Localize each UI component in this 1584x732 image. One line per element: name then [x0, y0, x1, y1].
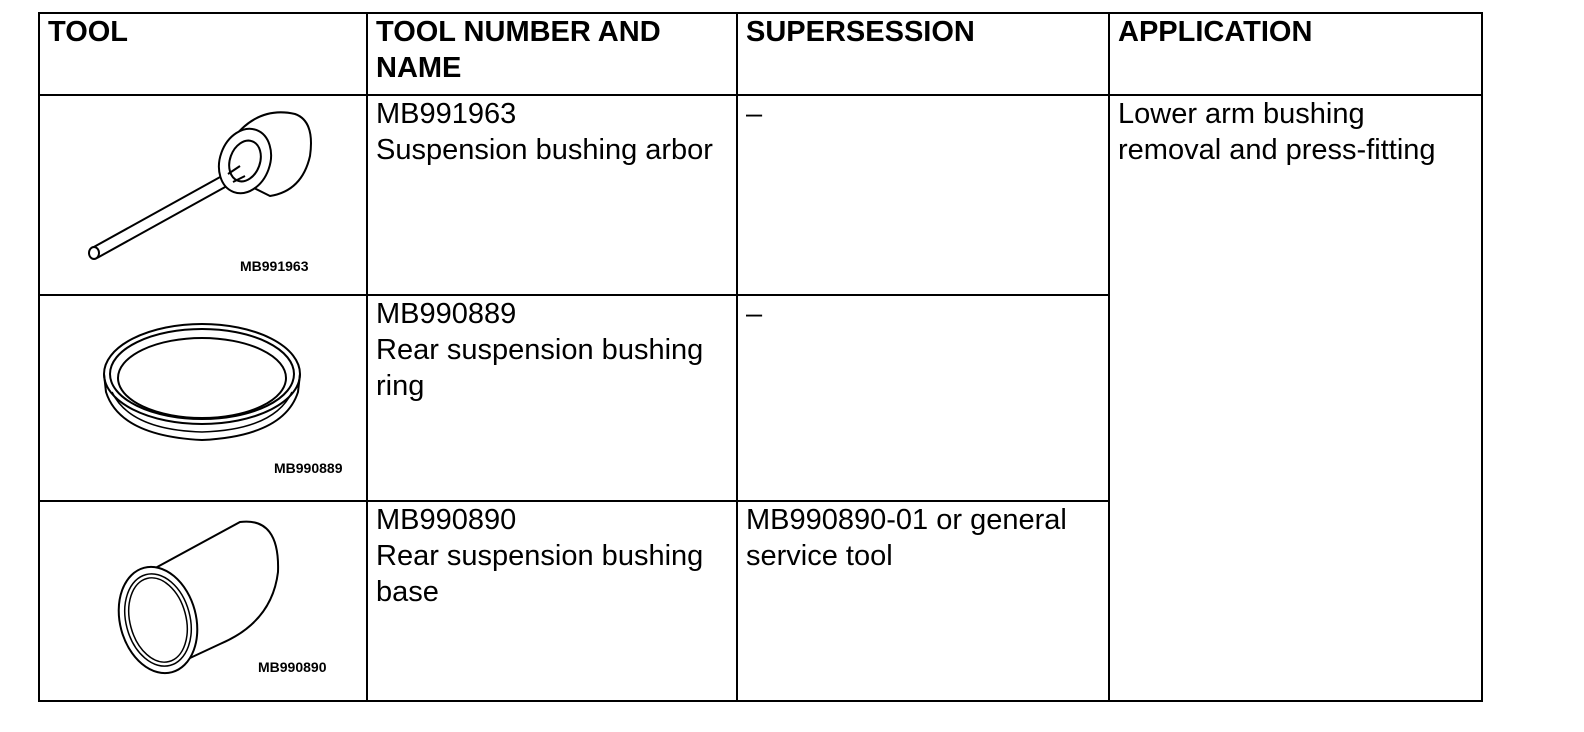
- header-tool-number-and-name: TOOL NUMBER AND NAME: [367, 13, 737, 95]
- application-cell: [1109, 95, 1482, 701]
- suspension-bushing-arbor-illustration: [40, 96, 368, 296]
- supersession-value: –: [746, 298, 763, 330]
- supersession-cell: [737, 295, 1109, 501]
- tool-image-caption: MB991963: [240, 258, 309, 274]
- supersession-value: –: [746, 98, 763, 130]
- tool-image-cell: [39, 501, 367, 701]
- tool-image-caption: MB990889: [274, 460, 343, 476]
- tool-name: Rear suspension bushing: [376, 334, 704, 366]
- tool-name: base: [376, 576, 439, 608]
- tool-number: MB991963: [376, 98, 517, 130]
- tool-name: Rear suspension bushing: [376, 540, 704, 572]
- tool-number-name-cell: [367, 295, 737, 501]
- tool-number: MB990889: [376, 298, 517, 330]
- supersession-value: service tool: [746, 540, 893, 572]
- special-tools-table: [38, 12, 1483, 702]
- tool-number: MB990890: [376, 504, 517, 536]
- header-supersession: SUPERSESSION: [737, 13, 1109, 95]
- table-row: [39, 95, 1482, 295]
- tool-image-cell: [39, 95, 367, 295]
- tool-name: Suspension bushing arbor: [376, 134, 713, 166]
- header-tool: TOOL: [39, 13, 367, 95]
- application-text: removal and press-fitting: [1118, 134, 1436, 166]
- tool-number-name-cell: [367, 501, 737, 701]
- rear-suspension-bushing-base-illustration: [40, 502, 368, 702]
- supersession-cell: [737, 95, 1109, 295]
- tool-number-name-cell: [367, 95, 737, 295]
- supersession-cell: [737, 501, 1109, 701]
- tool-image-caption: MB990890: [258, 659, 327, 675]
- tool-name: ring: [376, 370, 425, 402]
- table-header-row: [39, 13, 1482, 95]
- tool-image-cell: [39, 295, 367, 501]
- rear-suspension-bushing-ring-illustration: [40, 296, 368, 502]
- supersession-value: MB990890-01 or general: [746, 504, 1067, 536]
- header-application: APPLICATION: [1109, 13, 1482, 95]
- application-text: Lower arm bushing: [1118, 98, 1365, 130]
